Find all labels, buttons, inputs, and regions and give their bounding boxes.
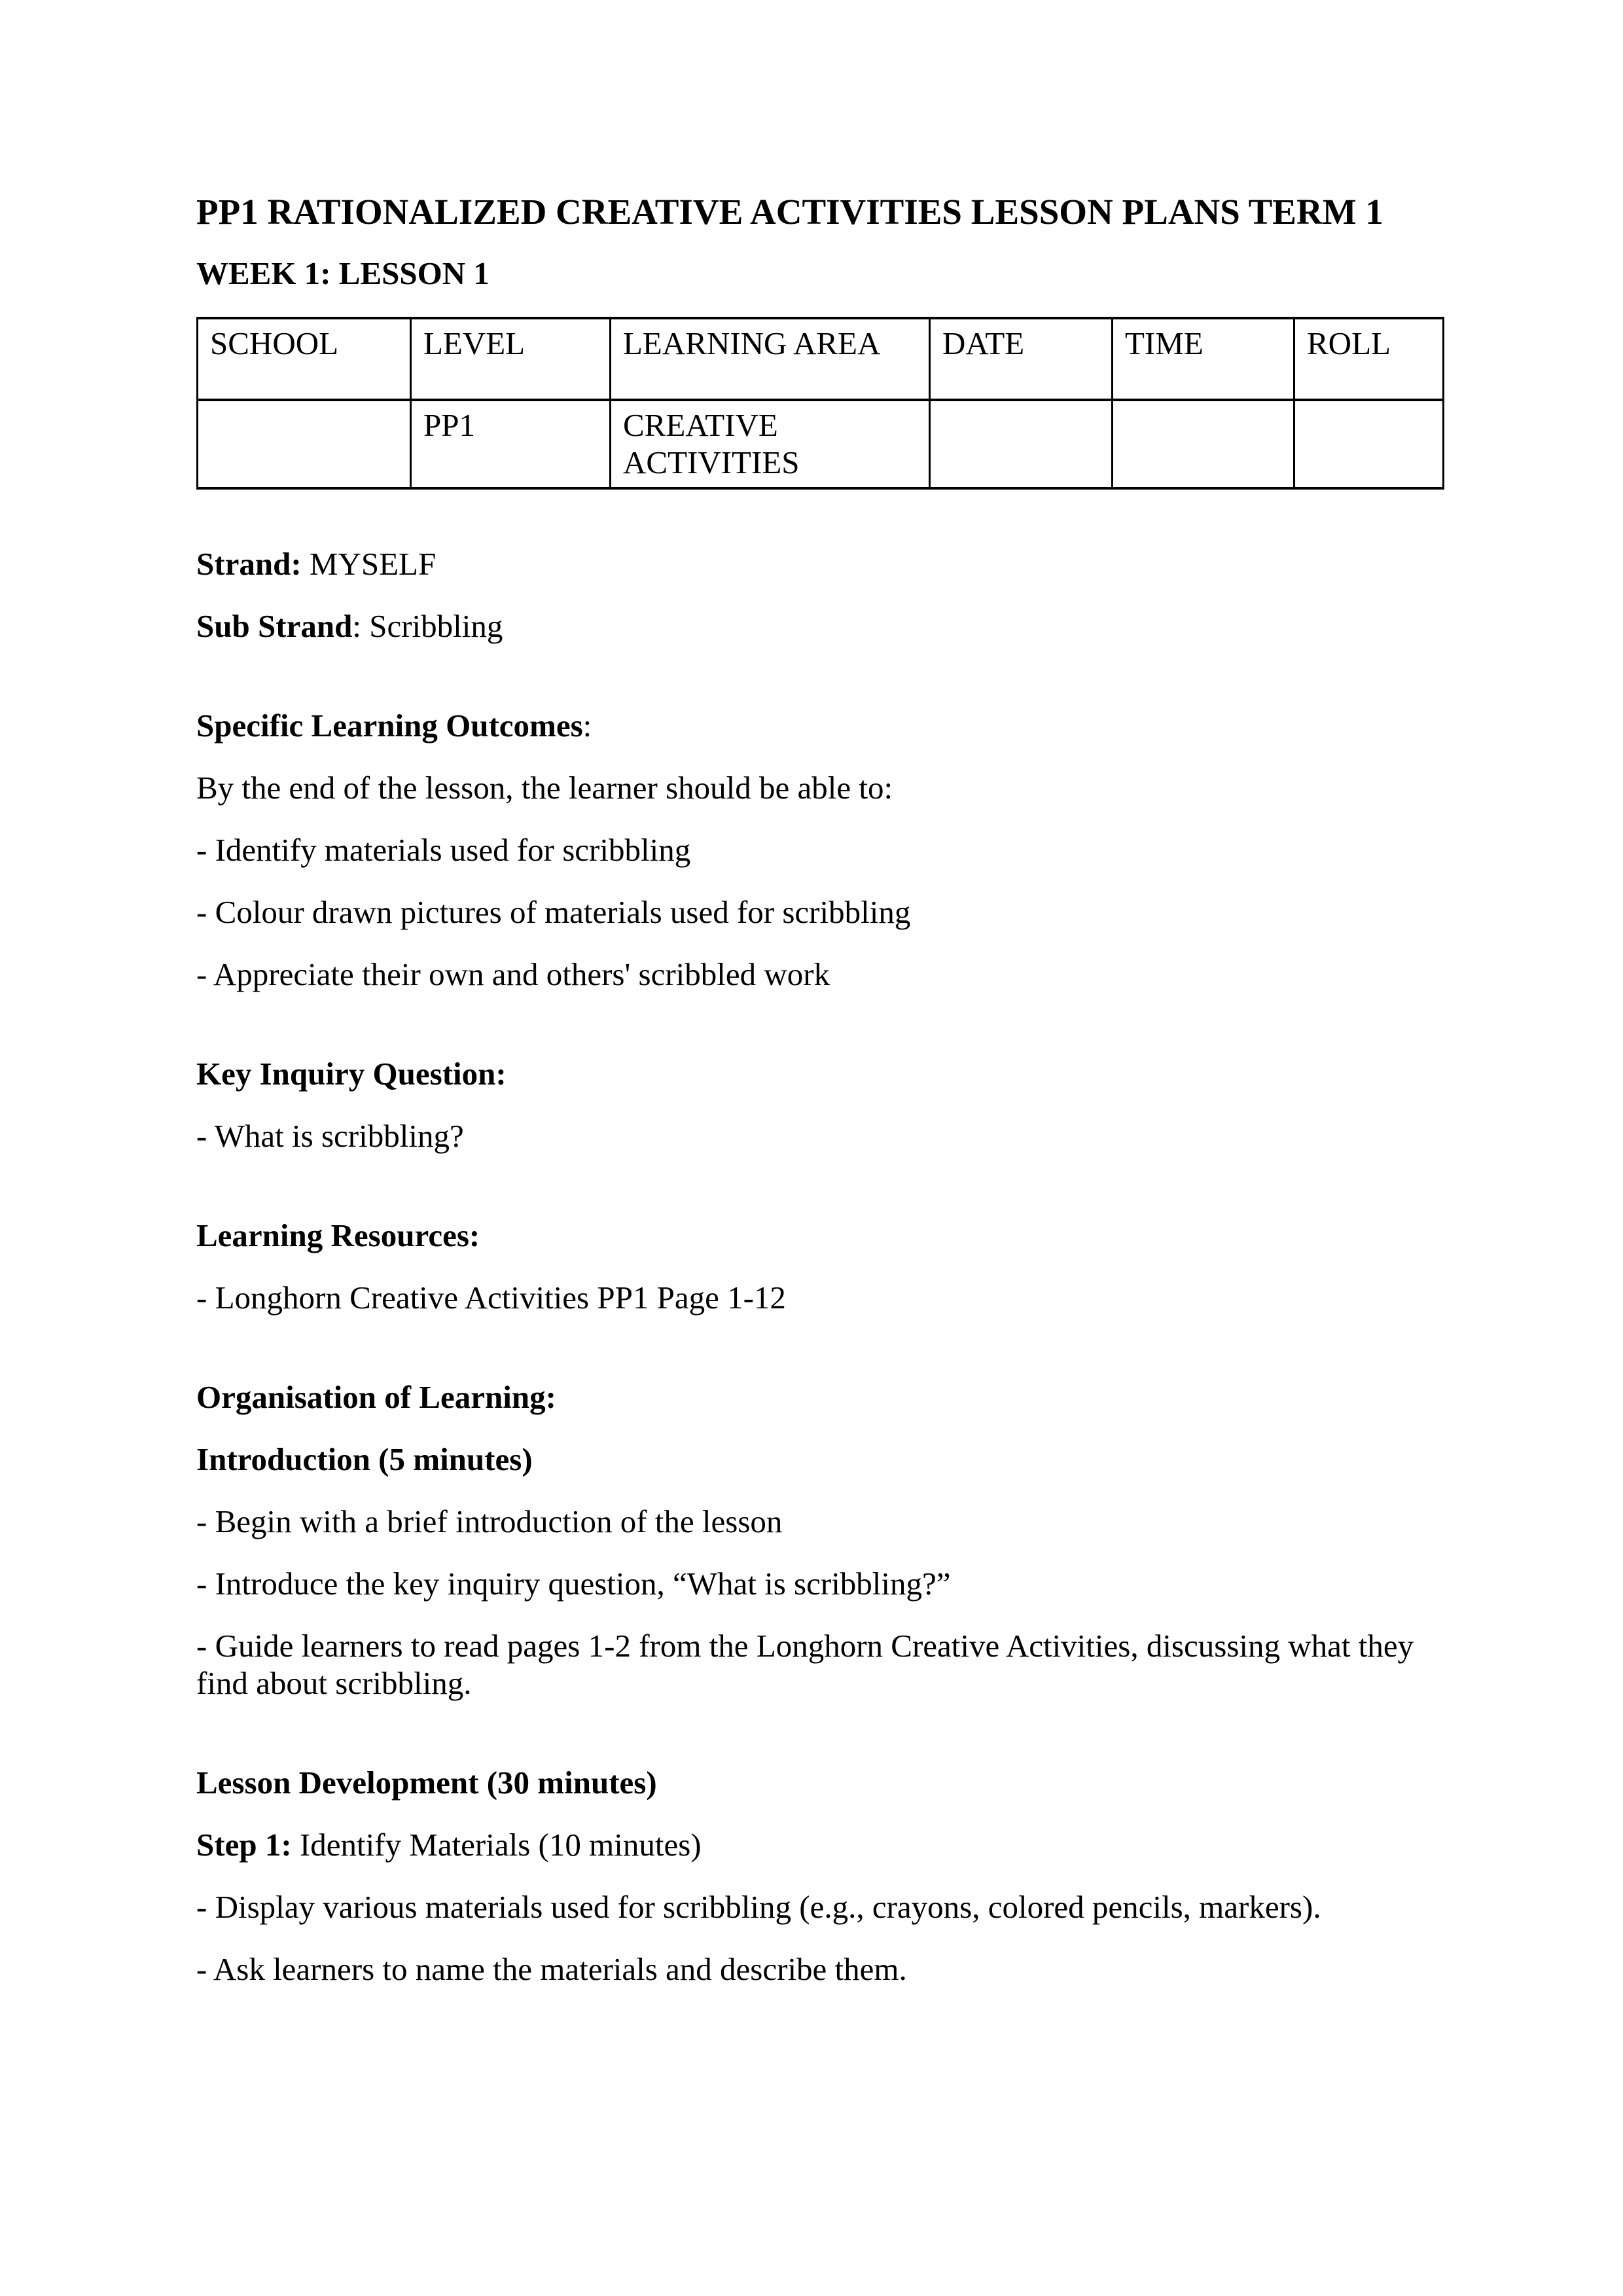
step1-title: Identify Materials (10 minutes) — [291, 1827, 702, 1863]
outcome-bullet-appreciate: - Appreciate their own and others' scribbled work — [196, 956, 830, 992]
header-cell-roll: ROLL — [1294, 318, 1444, 400]
outcomes-heading — [196, 707, 1427, 744]
introduction-bullet-introduce: - Introduce the key inquiry question, “What is scribbling?” — [196, 1566, 951, 1602]
sub-strand-line — [196, 607, 1427, 645]
header-cell-date: DATE — [930, 318, 1113, 400]
value-cell-date — [930, 400, 1113, 488]
header-cell-time: TIME — [1113, 318, 1294, 400]
strand-value: MYSELF — [301, 546, 437, 582]
step1-line — [196, 1826, 1427, 1863]
organisation-heading: Organisation of Learning: — [196, 1379, 556, 1415]
outcome-bullet-identify: - Identify materials used for scribbling — [196, 832, 691, 868]
key-inquiry-heading: Key Inquiry Question: — [196, 1056, 507, 1092]
header-cell-school: SCHOOL — [198, 318, 411, 400]
value-cell-roll — [1294, 400, 1444, 488]
outcomes-heading-label: Specific Learning Outcomes — [196, 708, 583, 744]
sub-strand-label: Sub Strand — [196, 608, 353, 644]
strand-label: Strand: — [196, 546, 302, 582]
header-cell-learning-area: LEARNING AREA — [611, 318, 930, 400]
resources-heading: Learning Resources: — [196, 1217, 480, 1253]
key-inquiry-bullet: - What is scribbling? — [196, 1118, 464, 1154]
value-cell-time — [1113, 400, 1294, 488]
strand-line — [196, 545, 1427, 583]
sub-strand-value: : Scribbling — [352, 608, 503, 644]
lesson-info-table — [196, 317, 1444, 490]
value-cell-school — [198, 400, 411, 488]
resources-bullet: - Longhorn Creative Activities PP1 Page 1-12 — [196, 1280, 786, 1316]
header-cell-level: LEVEL — [411, 318, 611, 400]
outcome-bullet-colour: - Colour drawn pictures of materials used for scribbling — [196, 894, 911, 930]
introduction-heading: Introduction (5 minutes) — [196, 1441, 533, 1477]
table-value-row — [198, 400, 1444, 488]
outcomes-intro: By the end of the lesson, the learner should be able to: — [196, 770, 893, 806]
week-lesson-heading: WEEK 1: LESSON 1 — [196, 255, 490, 291]
page-title: PP1 RATIONALIZED CREATIVE ACTIVITIES LESSON PLANS TERM 1 — [196, 192, 1383, 232]
outcomes-heading-colon: : — [582, 708, 592, 744]
step1-bullet-display: - Display various materials used for scribbling (e.g., crayons, colored pencils, markers). — [196, 1889, 1321, 1925]
value-cell-learning-area: CREATIVE ACTIVITIES — [611, 400, 930, 488]
value-cell-level: PP1 — [411, 400, 611, 488]
introduction-bullet-begin: - Begin with a brief introduction of the lesson — [196, 1503, 783, 1539]
introduction-bullet-guide: - Guide learners to read pages 1-2 from the Longhorn Creative Activities, discussing what they find about scribbling. — [196, 1628, 1414, 1701]
table-header-row — [198, 318, 1444, 400]
lesson-development-heading: Lesson Development (30 minutes) — [196, 1765, 657, 1801]
step1-label: Step 1: — [196, 1827, 292, 1863]
step1-bullet-ask: - Ask learners to name the materials and describe them. — [196, 1951, 907, 1987]
